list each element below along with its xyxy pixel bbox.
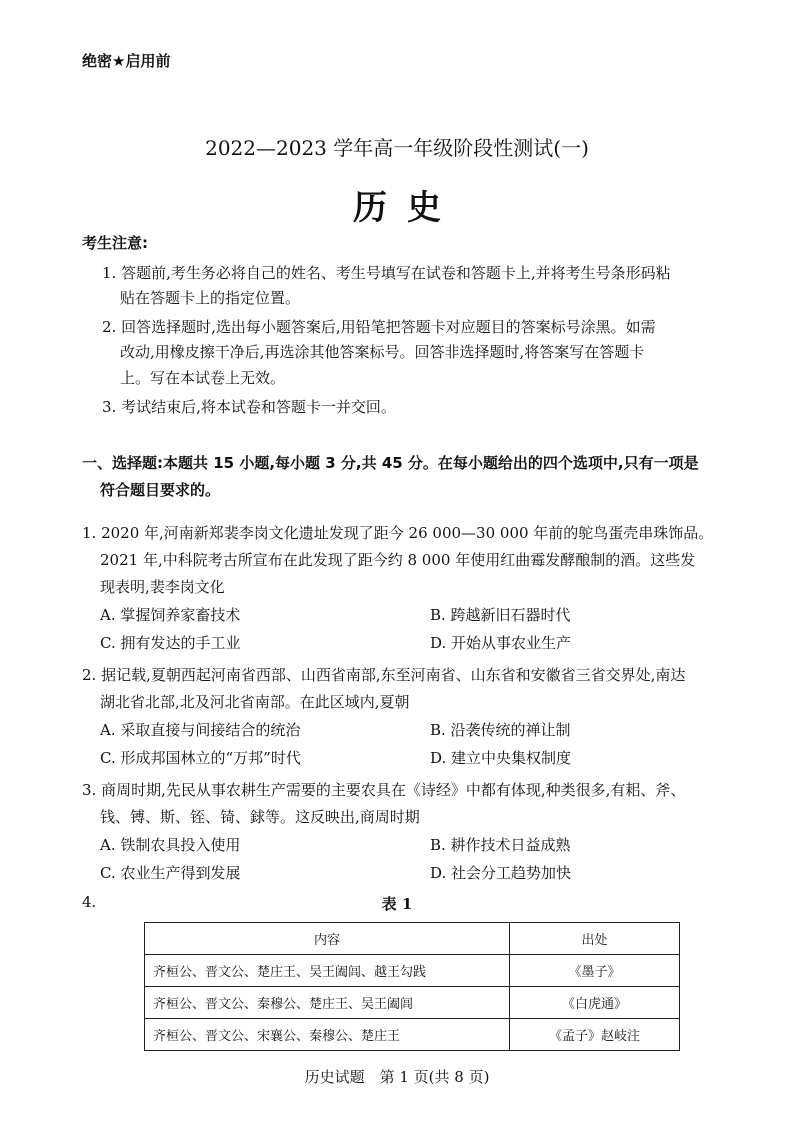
table-header-source: 出处: [510, 923, 680, 955]
question-3-option-b: B. 耕作技术日益成熟: [430, 836, 571, 854]
question-4-number: 4.: [82, 893, 97, 911]
question-3-text: 3. 商周时期,先民从事农耕生产需要的主要农具在《诗经》中都有体现,种类很多,有耜、斧、: [82, 781, 686, 799]
notice-heading: 考生注意:: [82, 234, 148, 252]
section-heading-cont: 符合题目要求的。: [100, 481, 221, 499]
table-caption: 表 1: [381, 895, 413, 913]
question-2-option-a: A. 采取直接与间接结合的统治: [100, 721, 301, 739]
question-2-text: 湖北省北部,北及河北省南部。在此区域内,夏朝: [100, 693, 410, 711]
question-1-text: 1. 2020 年,河南新郑裴李岗文化遗址发现了距今 26 000—30 000 年前的鸵鸟蛋壳串珠饰品。: [82, 524, 714, 542]
question-1-text: 现表明,裴李岗文化: [100, 578, 225, 596]
question-2-option-d: D. 建立中央集权制度: [430, 749, 572, 767]
table-header-content: 内容: [145, 923, 510, 955]
notice-line: 改动,用橡皮擦干净后,再选涂其他答案标号。回答非选择题时,将答案写在答题卡: [120, 343, 645, 361]
table-row: [145, 1019, 680, 1051]
question-1-option-b: B. 跨越新旧石器时代: [430, 606, 571, 624]
question-3-option-c: C. 农业生产得到发展: [100, 864, 241, 882]
question-3-text: 钱、镈、斯、铚、锜、銶等。这反映出,商周时期: [100, 808, 420, 826]
notice-line: 2. 回答选择题时,选出每小题答案后,用铅笔把答题卡对应题目的答案标号涂黑。如需: [102, 318, 656, 336]
table-cell-source: 《墨子》: [510, 955, 680, 987]
notice-line: 贴在答题卡上的指定位置。: [120, 289, 301, 307]
notice-line: 3. 考试结束后,将本试卷和答题卡一并交回。: [102, 398, 396, 416]
table-cell-source: 《白虎通》: [510, 987, 680, 1019]
question-1-option-c: C. 拥有发达的手工业: [100, 634, 241, 652]
notice-line: 1. 答题前,考生务必将自己的姓名、考生号填写在试卷和答题卡上,并将考生号条形码粘: [102, 264, 671, 282]
question-1-option-d: D. 开始从事农业生产: [430, 634, 572, 652]
question-2-option-b: B. 沿袭传统的禅让制: [430, 721, 571, 739]
question-2-text: 2. 据记载,夏朝西起河南省西部、山西省南部,东至河南省、山东省和安徽省三省交界处,南达: [82, 666, 686, 684]
table-cell-source: 《孟子》赵岐注: [510, 1019, 680, 1051]
question-1-option-a: A. 掌握饲养家畜技术: [100, 606, 241, 624]
exam-title: 2022—2023 学年高一年级阶段性测试(一): [205, 136, 589, 160]
question-3-option-d: D. 社会分工趋势加快: [430, 864, 572, 882]
notice-line: 上。写在本试卷上无效。: [120, 369, 286, 387]
section-heading: 一、选择题:本题共 15 小题,每小题 3 分,共 45 分。在每小题给出的四个选项中,只有一项是: [82, 454, 699, 472]
confidential-label: 绝密★启用前: [82, 52, 171, 70]
page-footer: 历史试题 第 1 页(共 8 页): [304, 1068, 490, 1086]
table-cell-content: 齐桓公、晋文公、秦穆公、楚庄王、吴王阖闾: [145, 987, 510, 1019]
table-cell-content: 齐桓公、晋文公、宋襄公、秦穆公、楚庄王: [145, 1019, 510, 1051]
table-cell-content: 齐桓公、晋文公、楚庄王、吴王阖闾、越王勾践: [145, 955, 510, 987]
subject-title: 历史: [353, 188, 461, 228]
table-row: [145, 955, 680, 987]
question-3-option-a: A. 铁制农具投入使用: [100, 836, 241, 854]
source-table: [144, 922, 680, 1051]
question-2-option-c: C. 形成邦国林立的“万邦”时代: [100, 749, 301, 767]
question-1-text: 2021 年,中科院考古所宣布在此发现了距今约 8 000 年使用红曲霉发酵酿制的酒。这些发: [100, 551, 696, 569]
table-row: [145, 987, 680, 1019]
table-header-row: [145, 923, 680, 955]
